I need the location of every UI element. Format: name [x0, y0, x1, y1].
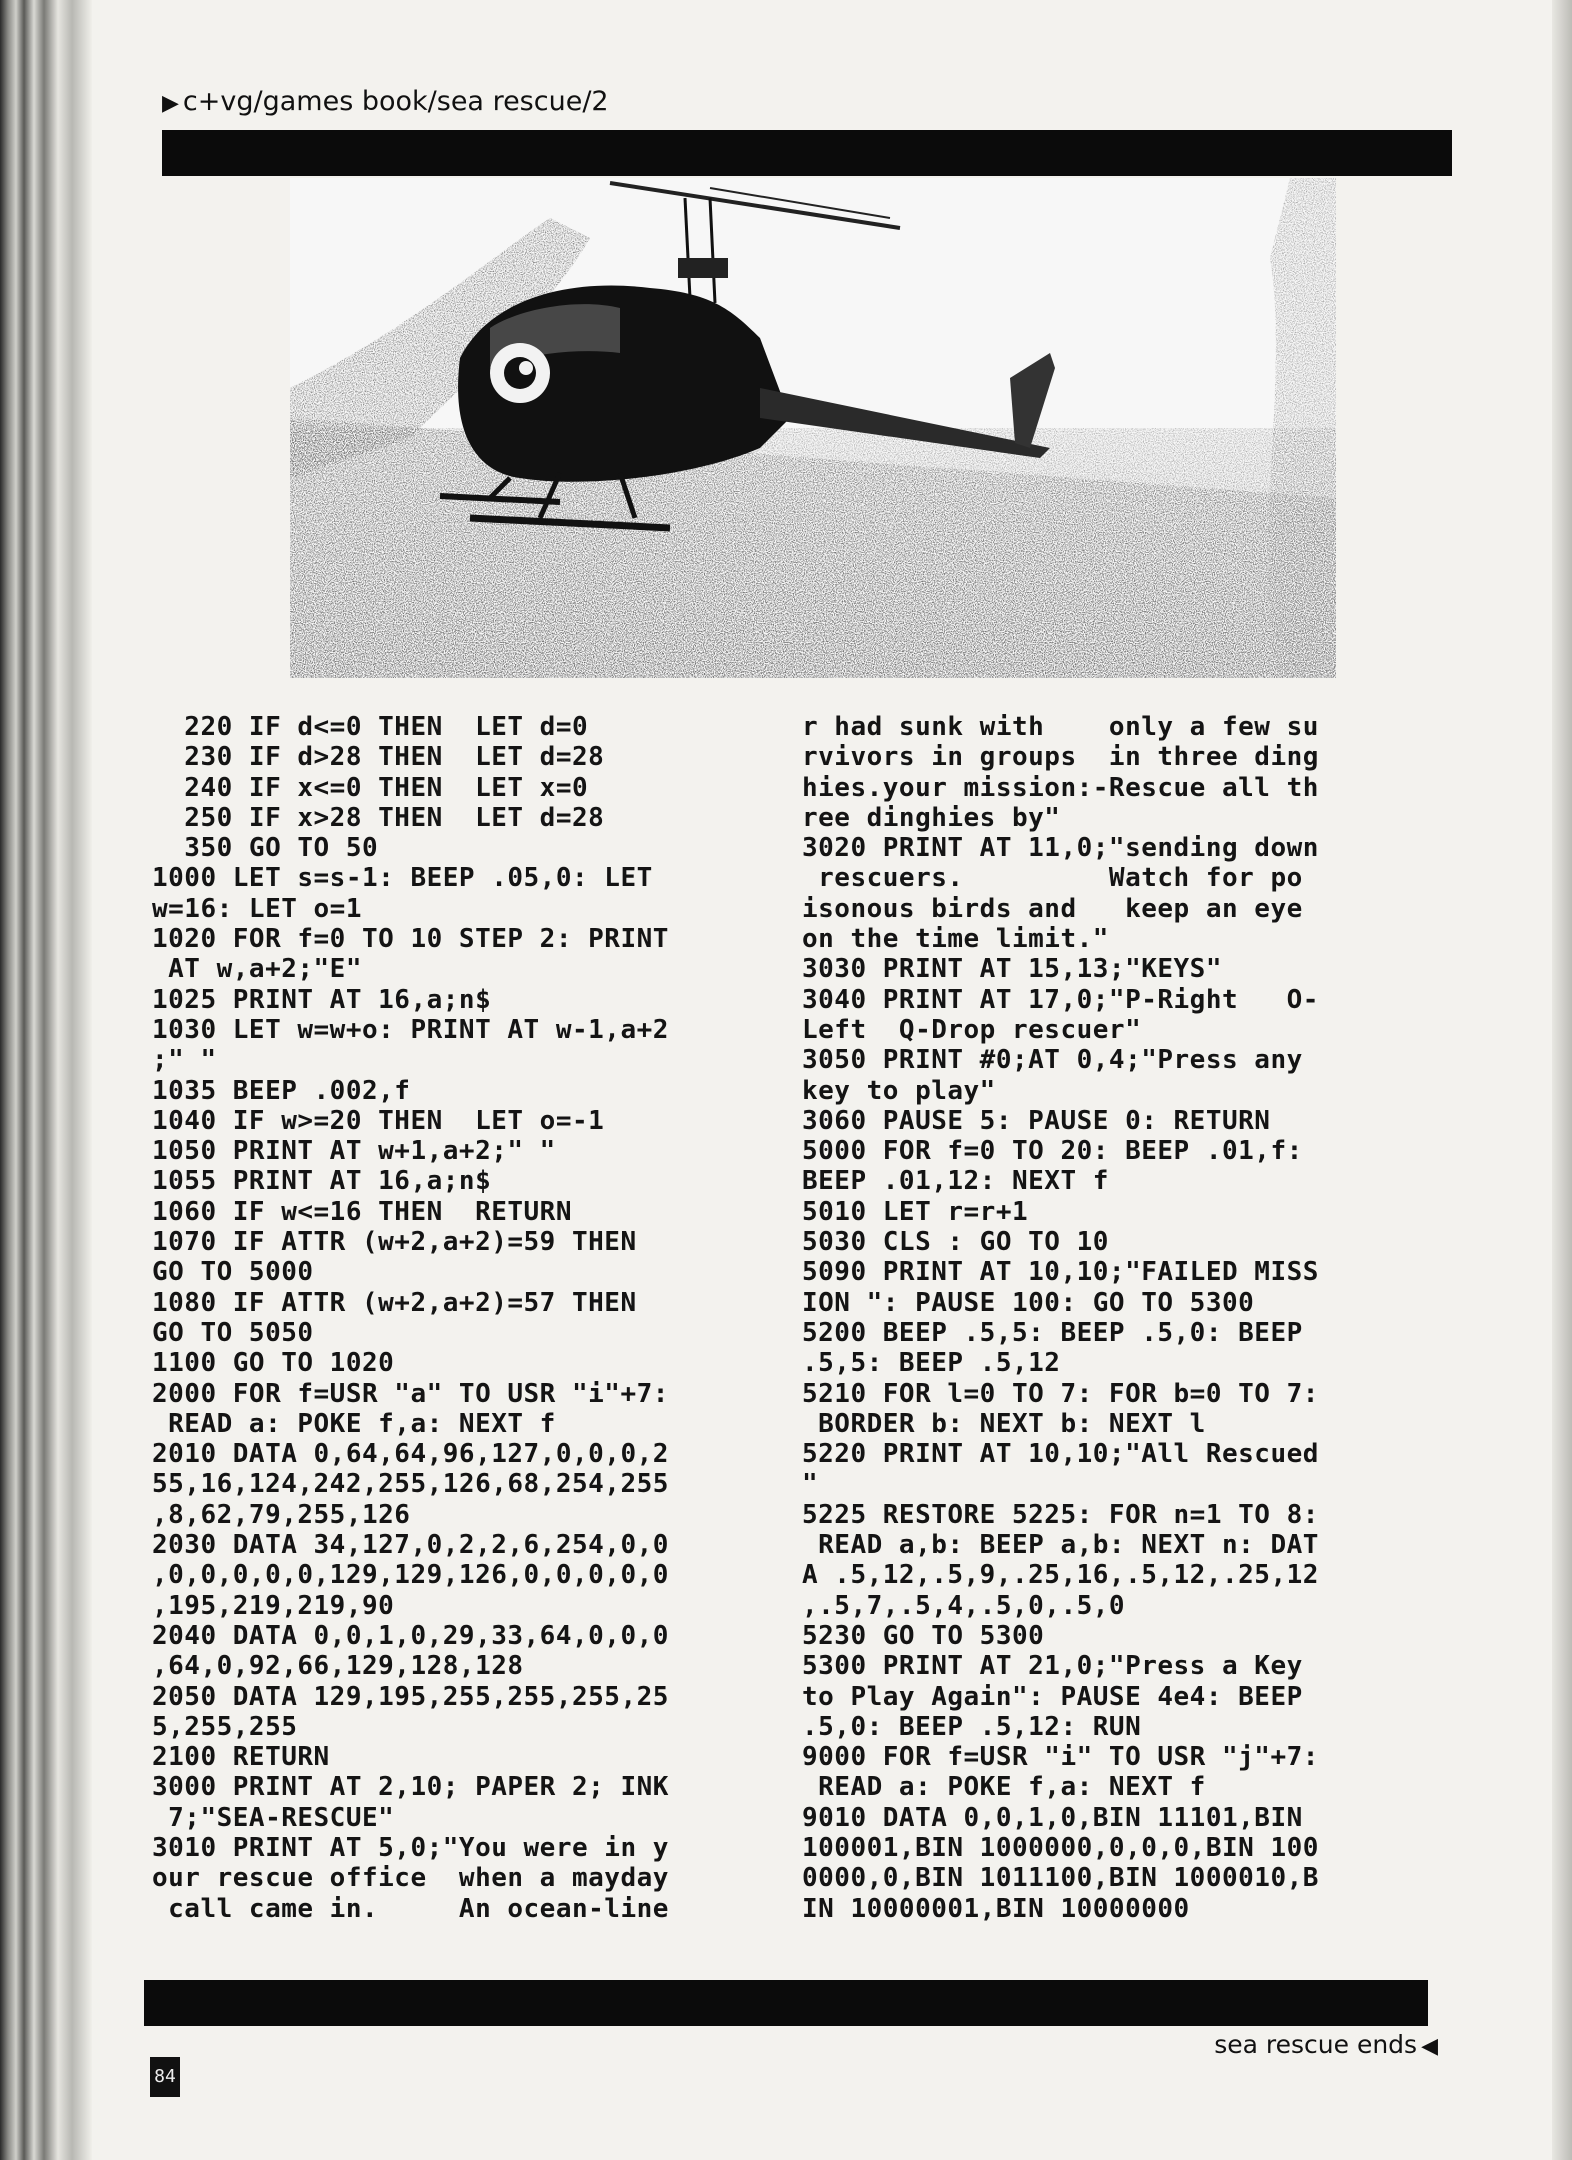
code-line: GO TO 5050: [152, 1317, 314, 1348]
code-line: 3050 PRINT #0;AT 0,4;"Press any: [802, 1045, 1303, 1076]
code-line: Left Q-Drop rescuer": [802, 1014, 1142, 1045]
code-line: ;" ": [152, 1045, 217, 1076]
page-header: [162, 86, 609, 117]
code-line: 5,255,255: [152, 1711, 298, 1742]
code-line: 5010 LET r=r+1: [802, 1196, 1029, 1227]
basic-listing-right-column: [802, 712, 1402, 1924]
code-line: 2100 RETURN: [152, 1742, 330, 1773]
code-line: isonous birds and keep an eye: [802, 893, 1303, 924]
code-line: 350 GO TO 50: [152, 833, 379, 864]
code-line: 5090 PRINT AT 10,10;"FAILED MISS: [802, 1257, 1319, 1288]
code-line: READ a,b: BEEP a,b: NEXT n: DAT: [802, 1530, 1319, 1561]
book-binding-edge: [0, 0, 92, 2160]
code-line: ,.5,7,.5,4,.5,0,.5,0: [802, 1590, 1126, 1621]
code-line: 1070 IF ATTR (w+2,a+2)=59 THEN: [152, 1227, 637, 1258]
page-number: 84: [150, 2057, 180, 2097]
basic-listing-left-column: [152, 712, 762, 1924]
code-line: 2030 DATA 34,127,0,2,2,6,254,0,0: [152, 1530, 669, 1561]
code-line: IN 10000001,BIN 10000000: [802, 1893, 1190, 1924]
code-line: 240 IF x<=0 THEN LET x=0: [152, 772, 589, 803]
code-line: 1030 LET w=w+o: PRINT AT w-1,a+2: [152, 1014, 669, 1045]
code-line: r had sunk with only a few su: [802, 712, 1319, 742]
code-line: 5000 FOR f=0 TO 20: BEEP .01,f:: [802, 1136, 1303, 1167]
code-line: 1060 IF w<=16 THEN RETURN: [152, 1196, 572, 1227]
code-line: 3030 PRINT AT 15,13;"KEYS": [802, 954, 1222, 985]
code-line: 5225 RESTORE 5225: FOR n=1 TO 8:: [802, 1499, 1319, 1530]
code-line: 9010 DATA 0,0,1,0,BIN 11101,BIN: [802, 1802, 1303, 1833]
code-line: .5,0: BEEP .5,12: RUN: [802, 1711, 1142, 1742]
code-line: 1000 LET s=s-1: BEEP .05,0: LET: [152, 863, 653, 894]
code-line: our rescue office when a mayday: [152, 1863, 669, 1894]
code-line: AT w,a+2;"E": [152, 954, 362, 985]
code-line: call came in. An ocean-line: [152, 1893, 669, 1924]
code-line: 3060 PAUSE 5: PAUSE 0: RETURN: [802, 1105, 1271, 1136]
code-line: ": [802, 1469, 819, 1500]
code-line: ree dinghies by": [802, 802, 1061, 833]
header-arrow-icon: ▶: [162, 91, 179, 116]
code-line: ,195,219,219,90: [152, 1590, 395, 1621]
code-line: READ a: POKE f,a: NEXT f: [802, 1772, 1206, 1803]
code-line: 1035 BEEP .002,f: [152, 1075, 411, 1106]
code-line: 1050 PRINT AT w+1,a+2;" ": [152, 1136, 556, 1167]
code-line: .5,5: BEEP .5,12: [802, 1348, 1061, 1379]
header-title: c+vg/games book/sea rescue/2: [182, 86, 609, 117]
bottom-black-bar: [144, 1980, 1428, 2026]
code-line: ,0,0,0,0,0,129,129,126,0,0,0,0,0: [152, 1560, 669, 1591]
code-line: 1025 PRINT AT 16,a;n$: [152, 984, 492, 1015]
code-line: 100001,BIN 1000000,0,0,0,BIN 100: [802, 1832, 1319, 1863]
code-line: 7;"SEA-RESCUE": [152, 1802, 395, 1833]
code-line: 5300 PRINT AT 21,0;"Press a Key: [802, 1651, 1303, 1682]
code-line: 5030 CLS : GO TO 10: [802, 1227, 1109, 1258]
code-line: 1100 GO TO 1020: [152, 1348, 395, 1379]
code-line: rvivors in groups in three ding: [802, 742, 1319, 773]
code-line: on the time limit.": [802, 924, 1109, 955]
code-line: 220 IF d<=0 THEN LET d=0: [152, 712, 589, 742]
code-line: 3000 PRINT AT 2,10; PAPER 2; INK: [152, 1772, 669, 1803]
code-line: 5230 GO TO 5300: [802, 1620, 1045, 1651]
code-line: 0000,0,BIN 1011100,BIN 1000010,B: [802, 1863, 1319, 1894]
code-line: 5210 FOR l=0 TO 7: FOR b=0 TO 7:: [802, 1378, 1319, 1409]
page-right-edge: [1552, 0, 1572, 2160]
code-line: 1040 IF w>=20 THEN LET o=-1: [152, 1105, 605, 1136]
code-line: 2010 DATA 0,64,64,96,127,0,0,0,2: [152, 1439, 669, 1470]
code-line: ,8,62,79,255,126: [152, 1499, 411, 1530]
code-line: 3020 PRINT AT 11,0;"sending down: [802, 833, 1319, 864]
code-line: 1055 PRINT AT 16,a;n$: [152, 1166, 492, 1197]
code-line: 1020 FOR f=0 TO 10 STEP 2: PRINT: [152, 924, 669, 955]
code-line: hies.your mission:-Rescue all th: [802, 772, 1319, 803]
code-line: BORDER b: NEXT b: NEXT l: [802, 1408, 1206, 1439]
code-line: 3040 PRINT AT 17,0;"P-Right O-: [802, 984, 1319, 1015]
code-line: 230 IF d>28 THEN LET d=28: [152, 742, 605, 773]
code-line: 3010 PRINT AT 5,0;"You were in y: [152, 1832, 669, 1863]
code-line: 55,16,124,242,255,126,68,254,255: [152, 1469, 669, 1500]
end-arrow-icon: ◀: [1421, 2034, 1438, 2059]
code-line: 2040 DATA 0,0,1,0,29,33,64,0,0,0: [152, 1620, 669, 1651]
code-line: 9000 FOR f=USR "i" TO USR "j"+7:: [802, 1742, 1319, 1773]
helicopter-photo: [290, 178, 1336, 678]
code-line: GO TO 5000: [152, 1257, 314, 1288]
code-line: 2000 FOR f=USR "a" TO USR "i"+7:: [152, 1378, 669, 1409]
code-line: 1080 IF ATTR (w+2,a+2)=57 THEN: [152, 1287, 637, 1318]
section-end-text: sea rescue ends: [1214, 2030, 1418, 2059]
code-line: 250 IF x>28 THEN LET d=28: [152, 802, 605, 833]
top-black-bar: [162, 130, 1452, 176]
code-line: 5220 PRINT AT 10,10;"All Rescued: [802, 1439, 1319, 1470]
section-end-note: [1214, 2030, 1438, 2059]
code-line: rescuers. Watch for po: [802, 863, 1303, 894]
code-line: BEEP .01,12: NEXT f: [802, 1166, 1109, 1197]
code-line: to Play Again": PAUSE 4e4: BEEP: [802, 1681, 1303, 1712]
code-line: READ a: POKE f,a: NEXT f: [152, 1408, 556, 1439]
code-line: w=16: LET o=1: [152, 893, 362, 924]
code-line: A .5,12,.5,9,.25,16,.5,12,.25,12: [802, 1560, 1319, 1591]
code-line: 2050 DATA 129,195,255,255,255,25: [152, 1681, 669, 1712]
code-line: ,64,0,92,66,129,128,128: [152, 1651, 524, 1682]
code-line: 5200 BEEP .5,5: BEEP .5,0: BEEP: [802, 1317, 1303, 1348]
helicopter-illustration: [290, 178, 1336, 678]
code-line: ION ": PAUSE 100: GO TO 5300: [802, 1287, 1255, 1318]
code-line: key to play": [802, 1075, 996, 1106]
